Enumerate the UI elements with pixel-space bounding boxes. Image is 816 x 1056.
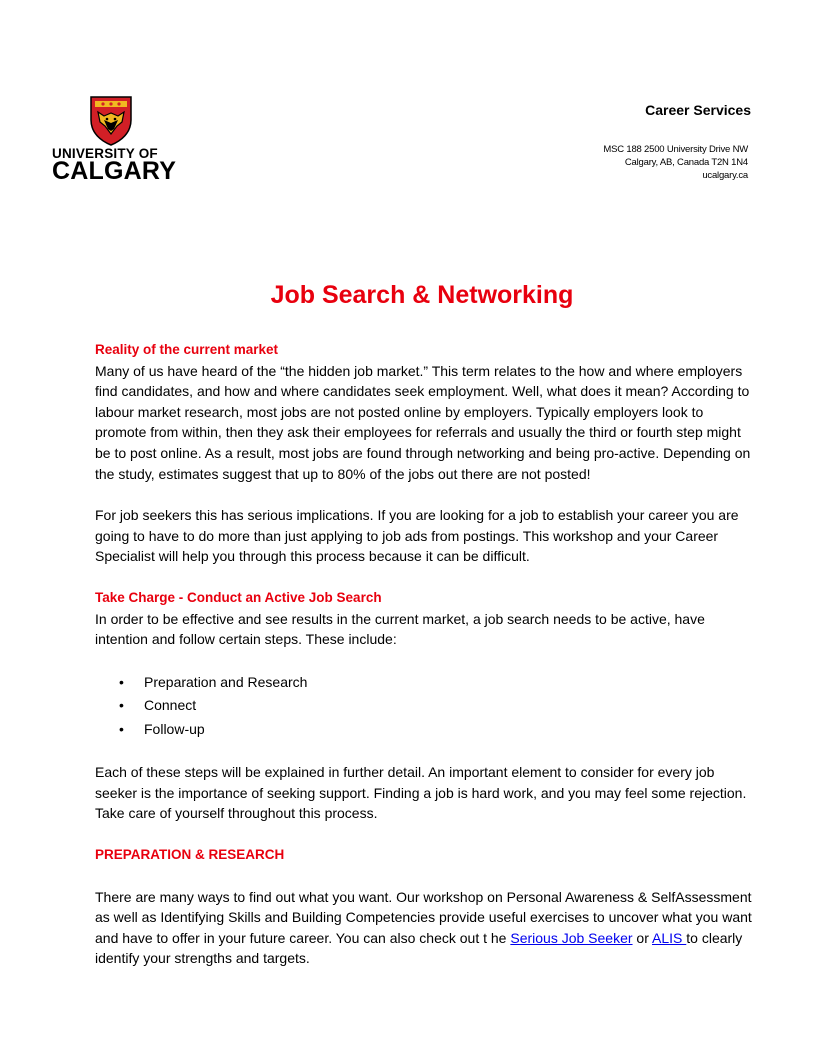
paragraph: Each of these steps will be explained in further detail. An important element to consider for every job seeker is the importance of seeking support. Finding a job is hard work, and you may feel some rejection. Take care of yourself throughout this process.	[95, 764, 747, 822]
address-website: ucalgary.ca	[702, 170, 748, 181]
logo-text-calgary: CALGARY	[52, 157, 177, 185]
department-name: Career Services	[645, 102, 751, 118]
steps-list	[95, 671, 755, 742]
section-heading-preparation: PREPARATION & RESEARCH	[95, 847, 285, 862]
list-item	[95, 718, 755, 742]
section-heading-take-charge: Take Charge - Conduct an Active Job Search	[95, 589, 382, 605]
document-title: Job Search & Networking	[270, 281, 574, 309]
list-item-text: Connect	[144, 697, 197, 714]
paragraph-text: There are many ways to find out what you want. Our workshop on Personal Awareness & SelfAssessment as well as Identifying Skills and Building Competencies provide useful exercises to uncover what you want and have to offer in your future career. You can also check out t he	[95, 888, 752, 946]
address-line: Calgary, AB, Canada T2N 1N4	[624, 157, 748, 168]
paragraph: For job seekers this has serious implications. If you are looking for a job to establish your career you are going to have to do more than just applying to job ads from postings. This workshop and your Career Specialist will help you through this process because it can be difficult.	[95, 507, 739, 565]
serious-job-seeker-link[interactable]: Serious Job Seeker	[510, 929, 633, 946]
paragraph	[95, 887, 755, 969]
list-item-text: Follow-up	[144, 720, 205, 737]
logo-text-university-of: UNIVERSITY OF	[52, 146, 158, 161]
document-body	[95, 340, 755, 969]
list-item-text: Preparation and Research	[144, 673, 308, 690]
section-heading-reality: Reality of the current market	[95, 342, 279, 357]
address-line: MSC 188 2500 University Drive NW	[603, 144, 748, 155]
bullet-icon: •	[119, 673, 124, 690]
paragraph: Many of us have heard of the “the hidden job market.” This term relates to the how and where employers find candidates, and how and where candidates seek employment. Well, what does it mean? According to labour market research, most jobs are not posted online by employers. Typically employers look to promote from within, then they ask their employees for referrals and usually the third or fourth step might be to post online. As a result, most jobs are found through networking and being pro-active. Depending on the study, estimates suggest that up to 80% of the jobs out there are not posted!	[95, 362, 751, 482]
bullet-icon: •	[119, 697, 124, 714]
bullet-icon: •	[119, 720, 124, 737]
coat-of-arms-icon	[90, 96, 132, 146]
paragraph-text: or	[632, 929, 653, 946]
paragraph: In order to be effective and see results in the current market, a job search needs to be active, have intention and follow certain steps. These include:	[95, 610, 705, 648]
list-item	[95, 671, 755, 695]
alis-link[interactable]: ALIS	[652, 929, 687, 946]
paragraph-text: to clearly identify your strengths and targets.	[95, 929, 743, 967]
university-logo	[52, 96, 177, 186]
list-item	[95, 694, 755, 718]
address-block	[603, 143, 748, 182]
